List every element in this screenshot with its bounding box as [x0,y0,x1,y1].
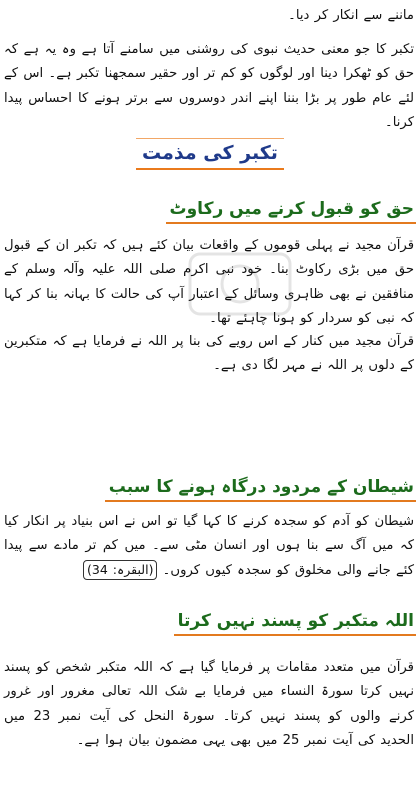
satan-story-text: شیطان کو آدم کو سجدہ کرنے کا کہا گیا تو اس نے اس بنیاد پر انکار کیا کہ میں آگ سے بنا ہوں اور انسان مٹی سے۔ میں کم تر مادے سے پیدا کئے جانے والی مخلوق کو سجدہ کیوں کروں۔ [4,514,414,578]
paragraph-arrogance-meaning: تکبر کا جو معنی حدیث نبوی کی روشنی میں سامنے آتا ہے وہ یہ ہے کہ حق کو ٹھکرا دینا اور لوگوں کو کم تر اور حقیر سمجھنا تکبر ہے۔ اس کے لئے عام طور پر بڑا بننا اپنے اندر دوسروں سے برتر ہونے کا احساس پیدا کرنا۔ [4,42,414,131]
subheading-obstacle-to-truth: حق کو قبول کرنے میں رکاوٹ [166,198,416,224]
paragraph-satan-story [4,510,414,583]
main-heading-container [0,140,420,184]
main-heading: تکبر کی مذمت [136,140,284,168]
paragraph-hearts-sealed: قرآن مجید میں کنار کے اس رویے کی بنا پر اللہ نے فرمایا ہے کہ متکبرین کے دلوں پر اللہ نے مہر لگا دی ہے۔ [4,334,414,374]
paragraph-quran-nations: قرآن مجید نے پہلی قوموں کے واقعات بیان کئے ہیں کہ تکبر ان کے قبول حق میں بڑی رکاوٹ بنا۔ خود نبی اکرم صلی اللہ علیہ وآلہ وسلم کے منافقین نے بھی ظاہری وسائل کے اعتبار آپ کی حالت کا بہانہ بنا کر کہا کہ نبی کو سردار کو ہونا چاہئے تھا۔ [4,238,414,327]
quran-reference: (البقرہ: 34) [83,560,157,580]
paragraph-intro-end: ماننے سے انکار کر دیا۔ [288,8,414,23]
subheading-satan-rejection: شیطان کے مردود درگاہ ہونے کا سبب [105,476,416,502]
paragraph-quran-verses: قرآن میں متعدد مقامات پر فرمایا گیا ہے کہ اللہ متکبر شخص کو پسند نہیں کرتا سورۃ النساء میں فرمایا بے شک اللہ تعالی مغرور اور غرور کرنے والوں کو پسند نہیں کرتا۔ سورۃ النحل کی آیت نمبر 23 میں الحدید کی آیت نمبر 25 میں بھی یہی مضمون بیان ہوا ہے۔ [4,660,414,749]
subheading-allah-dislikes-arrogant: اللہ متکبر کو پسند نہیں کرتا [174,610,416,636]
